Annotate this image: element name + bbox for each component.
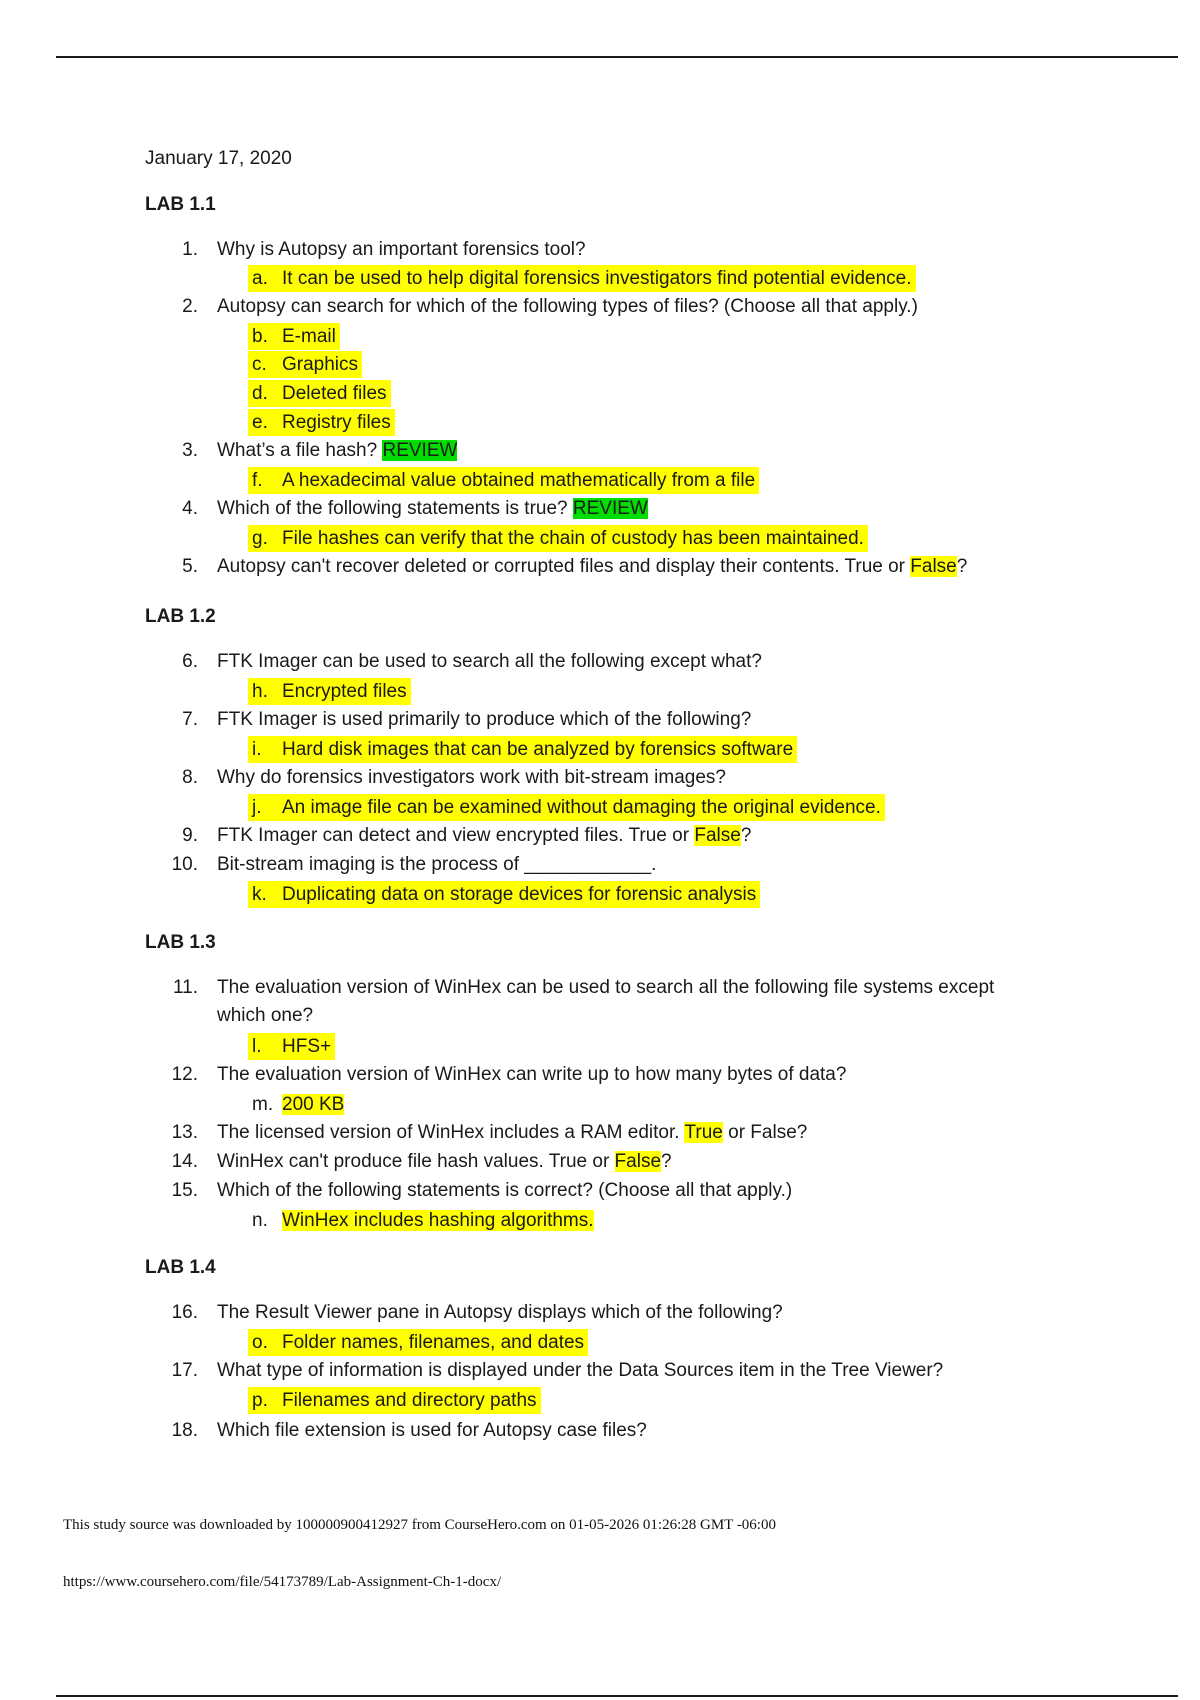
question-text: FTK Imager can be used to search all the following except what? xyxy=(217,651,762,672)
answer-text: Hard disk images that can be analyzed by forensics software xyxy=(282,739,794,760)
question-text: What’s a file hash? xyxy=(217,440,378,461)
answer-text: Registry files xyxy=(282,412,391,433)
question-number: 5. xyxy=(182,556,198,577)
question-end: or False? xyxy=(722,1122,808,1143)
question-number: 11. xyxy=(172,977,198,998)
question-text: which one? xyxy=(217,1005,314,1026)
question-text: Why do forensics investigators work with bit-stream images? xyxy=(217,767,726,788)
answer-letter: j. xyxy=(252,797,262,818)
answer-letter: l. xyxy=(252,1036,262,1057)
question-number: 2. xyxy=(182,296,198,317)
question-text: What type of information is displayed under the Data Sources item in the Tree Viewer? xyxy=(217,1360,944,1381)
question-number: 6. xyxy=(182,651,198,672)
document-date: January 17, 2020 xyxy=(145,148,292,169)
answer-highlight: True xyxy=(684,1122,723,1143)
answer-text: A hexadecimal value obtained mathematically from a file xyxy=(282,470,756,491)
top-rule xyxy=(56,56,1178,58)
question-number: 16. xyxy=(171,1302,198,1323)
answer-letter: d. xyxy=(252,383,268,404)
question-text: The evaluation version of WinHex can be used to search all the following file systems except xyxy=(217,977,995,998)
question-text: The evaluation version of WinHex can write up to how many bytes of data? xyxy=(217,1064,847,1085)
answer-letter: e. xyxy=(252,412,268,433)
question-number: 14. xyxy=(171,1151,198,1172)
question-end: ? xyxy=(661,1151,672,1172)
answer-letter: b. xyxy=(252,326,268,347)
answer-letter: o. xyxy=(252,1332,268,1353)
download-notice: This study source was downloaded by 100000900412927 from CourseHero.com on 01-05-2026 01:26:28 GMT -06:00 xyxy=(63,1517,776,1533)
source-url: https://www.coursehero.com/file/54173789/Lab-Assignment-Ch-1-docx/ xyxy=(63,1574,502,1590)
question-text: Which of the following statements is correct? (Choose all that apply.) xyxy=(217,1180,793,1201)
lab-heading-1-4: LAB 1.4 xyxy=(145,1257,216,1278)
question-text: WinHex can't produce file hash values. True or xyxy=(217,1151,615,1172)
question-number: 9. xyxy=(182,825,198,846)
answer-letter: a. xyxy=(252,268,268,289)
answer-highlight: False xyxy=(694,825,741,846)
answer-text: HFS+ xyxy=(282,1036,332,1057)
review-tag: REVIEW xyxy=(572,498,648,519)
answer-text: 200 KB xyxy=(282,1094,345,1115)
answer-letter: k. xyxy=(252,884,267,905)
question-number: 10. xyxy=(171,854,198,875)
answer-text: Deleted files xyxy=(282,383,387,404)
question-number: 18. xyxy=(171,1420,198,1441)
answer-letter: c. xyxy=(252,354,267,375)
lab-heading-1-3: LAB 1.3 xyxy=(145,932,216,953)
review-tag: REVIEW xyxy=(382,440,458,461)
answer-text: Duplicating data on storage devices for forensic analysis xyxy=(282,884,757,905)
answer-letter: g. xyxy=(252,528,268,549)
answer-text: An image file can be examined without damaging the original evidence. xyxy=(282,797,881,818)
answer-letter: n. xyxy=(252,1210,268,1231)
question-text: Bit-stream imaging is the process of ____________. xyxy=(217,854,657,875)
question-number: 1. xyxy=(182,239,198,260)
question-text: FTK Imager is used primarily to produce which of the following? xyxy=(217,709,752,730)
question-number: 7. xyxy=(182,709,198,730)
answer-text: Folder names, filenames, and dates xyxy=(282,1332,585,1353)
question-number: 15. xyxy=(171,1180,198,1201)
question-text: Autopsy can't recover deleted or corrupted files and display their contents. True or xyxy=(217,556,911,577)
answer-text: It can be used to help digital forensics investigators find potential evidence. xyxy=(282,268,912,289)
answer-letter: f. xyxy=(252,470,263,491)
answer-text: Filenames and directory paths xyxy=(282,1390,537,1411)
lab-heading-1-1: LAB 1.1 xyxy=(145,194,216,215)
lab-heading-1-2: LAB 1.2 xyxy=(145,606,216,627)
question-text: Autopsy can search for which of the following types of files? (Choose all that apply.) xyxy=(217,296,918,317)
question-number: 8. xyxy=(182,767,198,788)
question-number: 17. xyxy=(171,1360,198,1381)
question-number: 4. xyxy=(182,498,198,519)
answer-text: Graphics xyxy=(282,354,359,375)
question-number: 12. xyxy=(171,1064,198,1085)
question-number: 3. xyxy=(182,440,198,461)
answer-highlight: False xyxy=(910,556,957,577)
question-text: FTK Imager can detect and view encrypted files. True or xyxy=(217,825,695,846)
question-end: ? xyxy=(956,556,968,577)
question-text: Which of the following statements is true? xyxy=(217,498,568,519)
bottom-rule xyxy=(56,1695,1178,1697)
answer-text: File hashes can verify that the chain of custody has been maintained. xyxy=(282,528,864,549)
answer-text: Encrypted files xyxy=(282,681,407,702)
answer-letter: m. xyxy=(252,1094,274,1115)
question-text: The licensed version of WinHex includes a RAM editor. xyxy=(217,1122,685,1143)
answer-letter: h. xyxy=(252,681,268,702)
answer-text: E-mail xyxy=(282,326,336,347)
question-text: Why is Autopsy an important forensics tool? xyxy=(217,239,586,260)
question-number: 13. xyxy=(171,1122,198,1143)
question-text: Which file extension is used for Autopsy case files? xyxy=(217,1420,647,1441)
answer-highlight: False xyxy=(614,1151,662,1172)
answer-letter: p. xyxy=(252,1390,268,1411)
answer-text: WinHex includes hashing algorithms. xyxy=(282,1210,594,1231)
question-end: ? xyxy=(740,825,752,846)
question-text: The Result Viewer pane in Autopsy displays which of the following? xyxy=(217,1302,783,1323)
answer-letter: i. xyxy=(252,739,262,760)
